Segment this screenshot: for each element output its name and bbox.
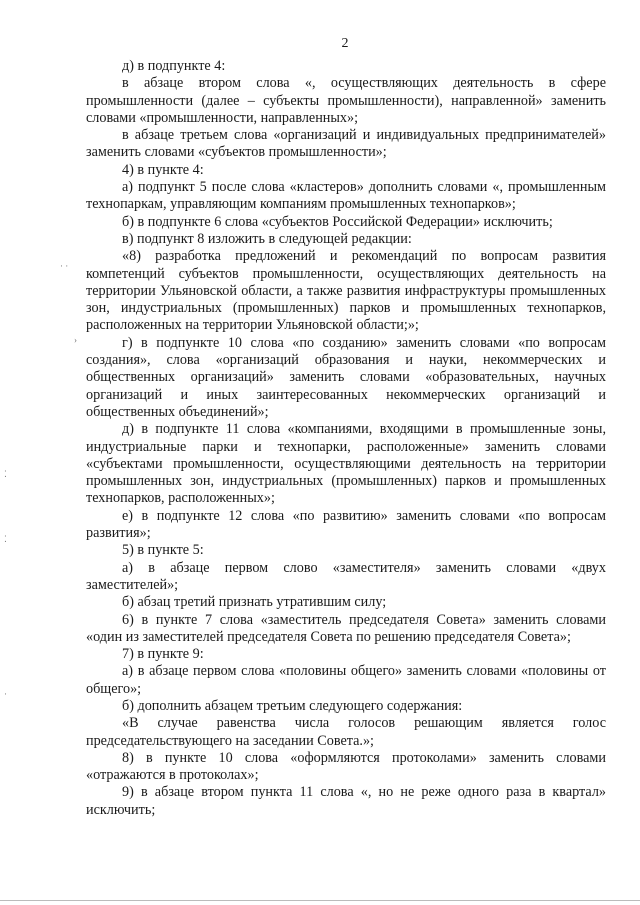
scan-artifact: · <box>4 689 7 699</box>
scan-artifact: ⁚ <box>4 534 7 544</box>
paragraph: 5) в пункте 5: <box>122 542 204 559</box>
paragraph: а) подпункт 5 после слова «кластеров» дополнить словами «, промышленным технопаркам, управляющим компаниям промышленных технопарков»; <box>86 179 606 213</box>
paragraph: 7) в пункте 9: <box>122 646 204 663</box>
paragraph: в абзаце втором слова «, осуществляющих деятельность в сфере промышленности (далее – субъекты промышленности), направленной» заменить словами «промышленности, направленных»; <box>86 75 606 126</box>
page-number: 2 <box>341 36 349 51</box>
paragraph: б) в подпункте 6 слова «субъектов Российской Федерации» исключить; <box>122 213 553 230</box>
paragraph: а) в абзаце первом слово «заместителя» заменить словами «двух заместителей»; <box>86 559 606 593</box>
paragraph: 9) в абзаце втором пункта 11 слова «, но не реже одного раза в квартал» исключить; <box>86 784 606 818</box>
paragraph: «В случае равенства числа голосов решающим является голос председательствующего на заседании Совета.»; <box>86 715 606 749</box>
paragraph: д) в подпункте 11 слова «компаниями, входящими в промышленные зоны, индустриальные парки и технопарки, расположенные» заменить словами «субъектами промышленности, осуществляющими деятельность на территории промышленных зон, индустриальных (промышленных) парков и промышленных технопарков, расположенных»; <box>86 421 606 507</box>
paragraph: «8) разработка предложений и рекомендаций по вопросам развития компетенций субъектов промышленности, осуществляющих деятельность на территории Ульяновской области, а также развития инфраструктуры промышленных зон, индустриальных (промышленных) парков и промышленных технопарков, расположенных на территории Ульяновской области;»; <box>86 248 606 334</box>
scan-artifact: · · <box>60 261 69 271</box>
paragraph: в абзаце третьем слова «организаций и индивидуальных предпринимателей» заменить словами «субъектов промышленности»; <box>86 127 606 161</box>
paragraph: 8) в пункте 10 слова «оформляются протоколами» заменить словами «отражаются в протоколах»; <box>86 749 606 784</box>
scan-artifact: › <box>74 335 77 345</box>
document-body <box>86 58 606 819</box>
paragraph: в) подпункт 8 изложить в следующей редакции: <box>122 230 412 247</box>
paragraph: а) в абзаце первом слова «половины общего» заменить словами «половины от общего»; <box>86 663 606 697</box>
paragraph: 4) в пункте 4: <box>122 161 204 178</box>
paragraph: б) абзац третий признать утратившим силу; <box>122 594 387 611</box>
paragraph: е) в подпункте 12 слова «по развитию» заменить словами «по вопросам развития»; <box>86 507 606 542</box>
scan-edge-line <box>0 900 640 901</box>
scan-artifact: ⁚ <box>4 469 7 479</box>
paragraph: г) в подпункте 10 слова «по созданию» заменить словами «по вопросам создания», слова «организаций образования и науки, некоммерческих и общественных организаций» заменить словами «образовательных, научных организаций и иных заинтересованных некоммерческих организаций и общественных объединений»; <box>86 334 606 420</box>
paragraph: б) дополнить абзацем третьим следующего содержания: <box>122 697 463 714</box>
paragraph: д) в подпункте 4: <box>122 58 226 74</box>
paragraph: 6) в пункте 7 слова «заместитель председателя Совета» заменить словами «один из заместителей председателя Совета по решению председателя Совета»; <box>86 611 606 645</box>
